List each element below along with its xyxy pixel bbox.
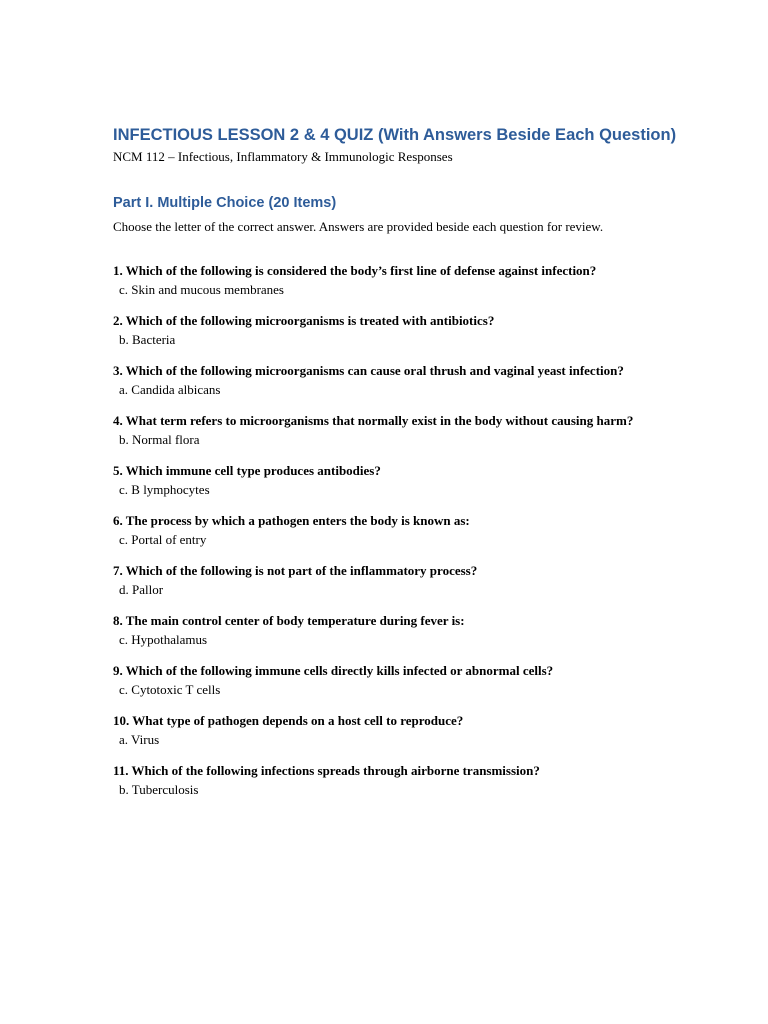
question-item: [113, 661, 641, 699]
answer-text: d. Pallor: [119, 582, 164, 597]
question-item: [113, 461, 641, 499]
document-subtitle: NCM 112 – Infectious, Inflammatory & Immunologic Responses: [113, 149, 453, 164]
question-text: 2. Which of the following microorganisms is treated with antibiotics?: [113, 313, 495, 328]
answer-text: c. Skin and mucous membranes: [119, 282, 284, 297]
question-item: [113, 511, 641, 549]
question-text: 1. Which of the following is considered the body’s first line of defense against infection?: [113, 263, 597, 278]
answer-text: c. Hypothalamus: [119, 632, 208, 647]
answer-text: c. B lymphocytes: [119, 482, 210, 497]
question-text: 3. Which of the following microorganisms can cause oral thrush and vaginal yeast infection?: [113, 363, 624, 378]
question-item: [113, 261, 641, 299]
question-text: 7. Which of the following is not part of the inflammatory process?: [113, 563, 478, 578]
question-text: 5. Which immune cell type produces antibodies?: [113, 463, 381, 478]
question-text: 9. Which of the following immune cells directly kills infected or abnormal cells?: [113, 663, 554, 678]
question-item: [113, 761, 641, 799]
question-text: 11. Which of the following infections spreads through airborne transmission?: [113, 763, 540, 778]
document-page: [113, 124, 677, 811]
answer-text: b. Tuberculosis: [119, 782, 199, 797]
section-intro: Choose the letter of the correct answer. Answers are provided beside each question for review.: [113, 219, 604, 234]
question-text: 10. What type of pathogen depends on a host cell to reproduce?: [113, 713, 464, 728]
question-text: 6. The process by which a pathogen enters the body is known as:: [113, 513, 470, 528]
question-item: [113, 611, 641, 649]
question-item: [113, 411, 641, 449]
answer-text: a. Candida albicans: [119, 382, 221, 397]
answer-text: b. Normal flora: [119, 432, 200, 447]
question-item: [113, 711, 641, 749]
answer-text: b. Bacteria: [119, 332, 176, 347]
question-item: [113, 361, 641, 399]
document-title: INFECTIOUS LESSON 2 & 4 QUIZ (With Answers Beside Each Question): [113, 126, 677, 144]
answer-text: c. Cytotoxic T cells: [119, 682, 221, 697]
answer-text: a. Virus: [119, 732, 160, 747]
section-title: Part I. Multiple Choice (20 Items): [113, 195, 337, 211]
question-item: [113, 311, 641, 349]
question-text: 8. The main control center of body temperature during fever is:: [113, 613, 465, 628]
answer-text: c. Portal of entry: [119, 532, 207, 547]
question-text: 4. What term refers to microorganisms that normally exist in the body without causing harm?: [113, 413, 634, 428]
question-item: [113, 561, 641, 599]
question-list: [113, 261, 641, 799]
